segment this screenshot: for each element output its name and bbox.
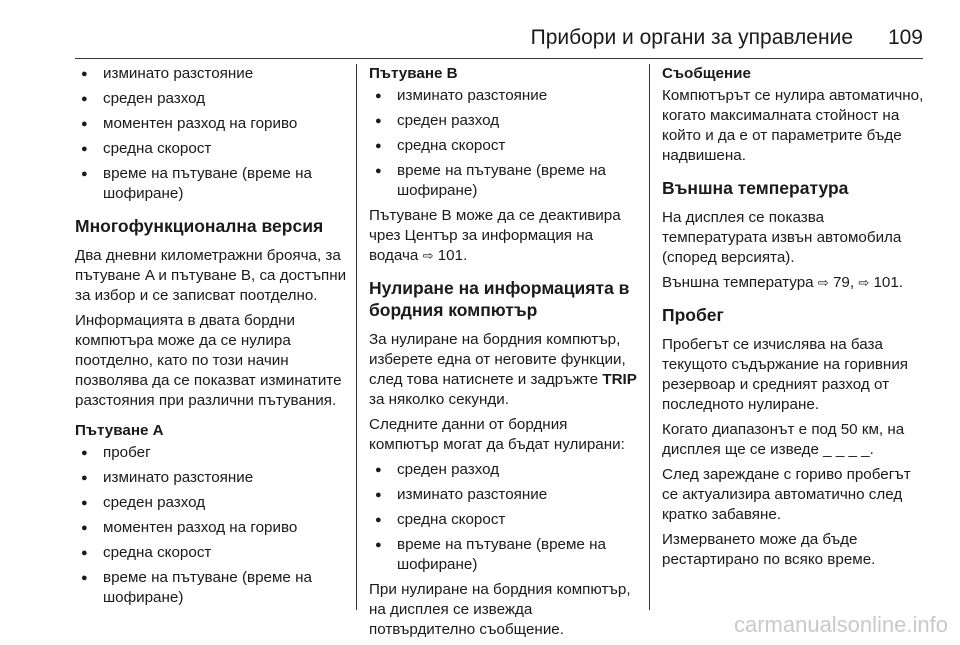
page-reference-icon: ⇨ <box>817 275 829 290</box>
paragraph: След зареждане с гориво пробегът се актуализира автоматично след кратко забавяне. <box>662 466 911 523</box>
subheading-message: Съобщение <box>662 65 751 82</box>
list-item: ● средна скорост <box>369 510 639 530</box>
list-item: ● изминато разстояние <box>369 86 639 106</box>
page-reference[interactable]: 101. <box>437 247 468 264</box>
bullet-list-reset <box>369 460 639 575</box>
page-reference-icon: ⇨ <box>422 248 434 263</box>
list-item: ● средна скорост <box>369 136 639 156</box>
section-heading-outside-temperature: Външна температура <box>662 178 849 198</box>
watermark: carmanualsonline.info <box>733 612 948 637</box>
bullet-list-trip-b <box>369 86 639 201</box>
paragraph: Информацията в двата бордни компютъра може да се нулира поотделно, като по този начин позволява да се показват изминатите разстояния при различни пътувания. <box>75 312 342 409</box>
list-item: ● среден разход <box>369 460 639 480</box>
list-item: ● време на пътуване (време на шофиране) <box>75 164 347 204</box>
page-title: Прибори и органи за управление <box>530 26 853 49</box>
list-item: ● пробег <box>75 443 347 463</box>
section-heading-multifunction: Многофункционална версия <box>75 216 324 236</box>
bullet-list-trip-a <box>75 443 347 608</box>
paragraph: Компютърът се нулира автоматично, когато максималната стойност на който и да е от параметрите бъде надвишена. <box>662 87 924 164</box>
paragraph-reset <box>369 330 639 410</box>
list-item: ● изминато разстояние <box>75 64 347 84</box>
list-item: ● време на пътуване (време на шофиране) <box>75 568 347 608</box>
list-item: ● среден разход <box>369 111 639 131</box>
page-reference[interactable]: 79, <box>832 274 855 291</box>
column-divider <box>649 64 650 610</box>
bullet-list-basic <box>75 64 347 204</box>
paragraph: Когато диапазонът е под 50 км, на дисплея ще се изведе _ _ _ _. <box>662 421 905 458</box>
paragraph: При нулиране на бордния компютър, на дисплея се извежда потвърдително съобщение. <box>369 581 631 638</box>
section-heading-reset: Нулиране на информацията в бордния компютър <box>369 278 630 320</box>
paragraph-text: за няколко секунди. <box>369 391 509 408</box>
page-number: 109 <box>887 26 923 49</box>
list-item: ● среден разход <box>75 493 347 513</box>
list-item: ● средна скорост <box>75 543 347 563</box>
list-item: ● време на пътуване (време на шофиране) <box>369 535 639 575</box>
page-header <box>75 22 923 59</box>
paragraph: Два дневни километражни брояча, за пътуване A и пътуване B, са достъпни за избор и се записват поотделно. <box>75 247 347 304</box>
page-reference[interactable]: 101. <box>873 274 904 291</box>
list-item: ● среден разход <box>75 89 347 109</box>
paragraph-text: Пътуване B може да се деактивира чрез Център за информация на водача <box>369 207 621 264</box>
column-left <box>75 64 347 613</box>
paragraph-deactivate <box>369 206 639 266</box>
list-item: ● моментен разход на гориво <box>75 518 347 538</box>
page-reference-icon: ⇨ <box>858 275 870 290</box>
subheading-trip-a: Пътуване А <box>75 422 164 439</box>
paragraph: Пробегът се изчислява на база текущото съдържание на горивния резервоар и средният разход от последното нулиране. <box>662 336 909 413</box>
column-divider <box>356 64 357 610</box>
paragraph-text: Външна температура <box>662 274 814 291</box>
paragraph: Следните данни от бордния компютър могат да бъдат нулирани: <box>369 416 625 453</box>
column-right <box>662 64 926 575</box>
trip-button-label: TRIP <box>602 371 637 388</box>
paragraph: На дисплея се показва температурата извън автомобила (според версията). <box>662 209 902 266</box>
list-item: ● изминато разстояние <box>369 485 639 505</box>
paragraph-text: За нулиране на бордния компютър, изберете една от неговите функции, след това натиснете и задръжте <box>369 331 626 388</box>
section-heading-range: Пробег <box>662 305 724 325</box>
list-item: ● моментен разход на гориво <box>75 114 347 134</box>
paragraph: Измерването може да бъде рестартирано по всяко време. <box>662 531 876 568</box>
subheading-trip-b: Пътуване B <box>369 65 458 82</box>
list-item: ● изминато разстояние <box>75 468 347 488</box>
column-middle <box>369 64 639 645</box>
paragraph-temp-refs <box>662 273 926 293</box>
list-item: ● време на пътуване (време на шофиране) <box>369 161 639 201</box>
list-item: ● средна скорост <box>75 139 347 159</box>
